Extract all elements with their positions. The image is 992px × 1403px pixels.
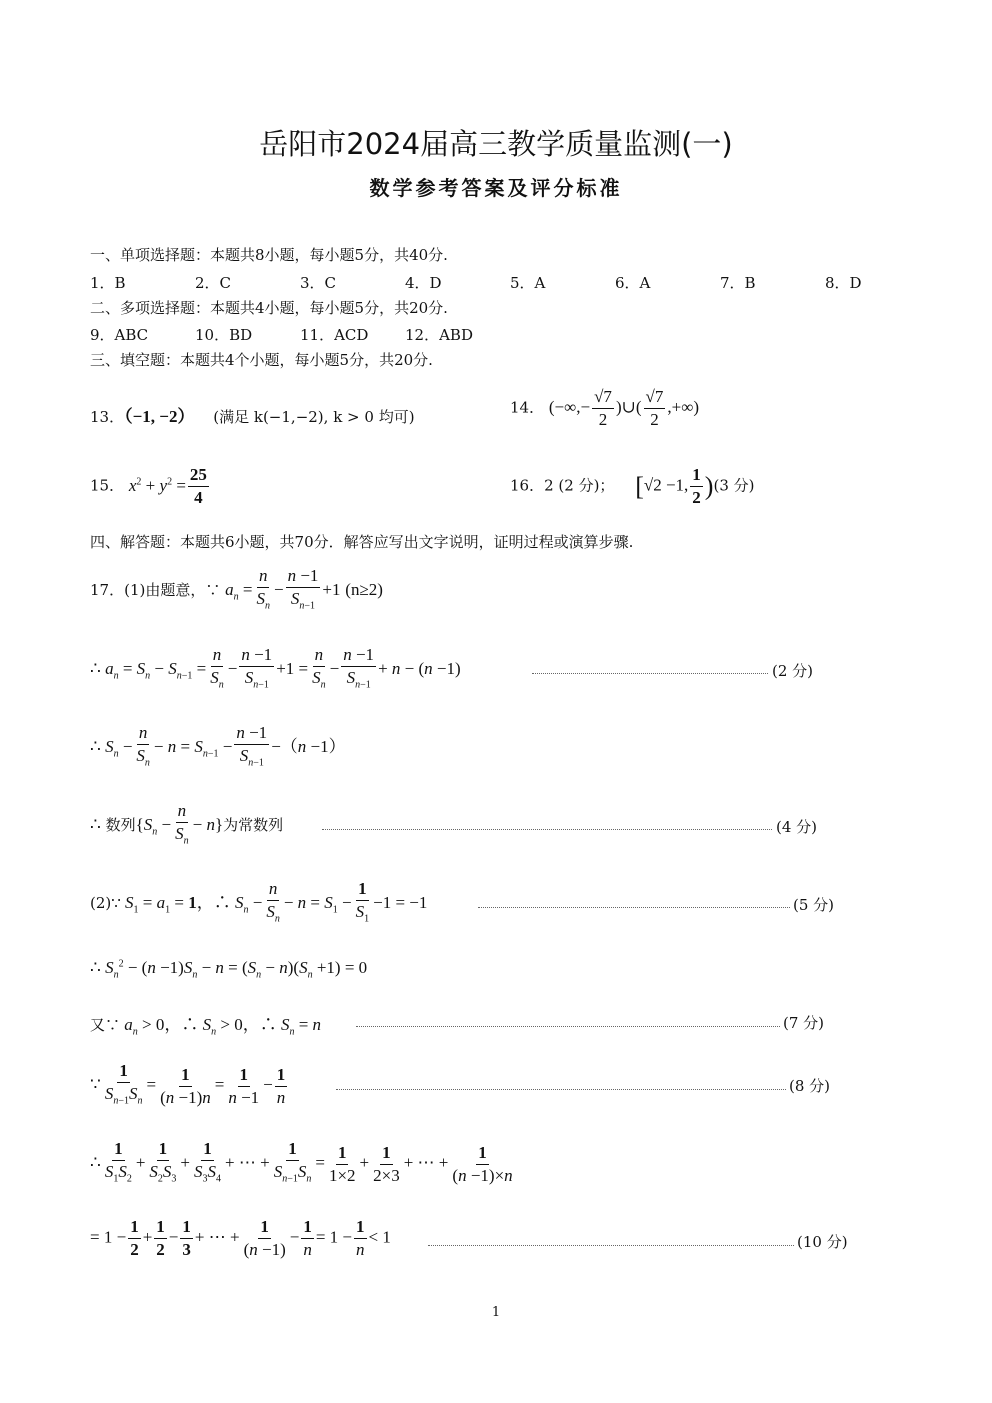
leader-dots: [478, 907, 790, 908]
score-7: (7 分): [783, 1014, 825, 1032]
answer-7: 7．B: [720, 274, 756, 292]
answer-2: 2．C: [195, 274, 232, 292]
score-2: (2 分): [772, 662, 814, 680]
step-8: ∴ $\frac{1}{S_1S_2}$ + $\frac{1}{S_2S_3}$ + $\frac{1}{S_3S_4}$ + ⋯ + $\frac{1}{S_{n-1}S_n}$ = $\frac{1}{1\times 2}$ + $\frac{1}{2\times 3}$ + ⋯ + $\frac{1}{(n -1)\times n}$: [90, 1139, 513, 1185]
answer-1: 1．B: [90, 274, 126, 292]
answer-5: 5．A: [510, 274, 546, 292]
answer-4: 4．D: [405, 274, 442, 292]
section4-heading: 四、解答题：本题共6小题，共70分．解答应写出文字说明，证明过程或演算步骤.: [90, 533, 634, 551]
answer-9: 9．ABC: [90, 326, 149, 344]
q17-intro: 17．(1)由题意，∵ $a_n$ = $\frac{n}{S_n}$ − $\frac{n -1}{S_{n-1}}$ +1 (n≥2): [90, 566, 383, 612]
step-9: = 1 − $\frac{1}{2}$ + $\frac{1}{2}$ − $\frac{1}{3}$ + ⋯ + $\frac{1}{(n -1)}$ − $\frac{1}{n}$ = 1 − $\frac{1}{n}$ < 1: [90, 1217, 391, 1259]
step-5: ∴ $S_n^2 - (n -1)S_n - n = (S_n - n)(S_n +1) = 0$: [90, 958, 368, 981]
page-number: 1: [491, 1305, 501, 1320]
page-title: 岳阳市2024届高三教学质量监测(一): [259, 127, 733, 161]
section1-heading: 一、单项选择题：本题共8小题，每小题5分，共40分.: [90, 246, 448, 264]
answer-11: 11．ACD: [300, 326, 369, 344]
score-4: (4 分): [776, 818, 818, 836]
step-1: ∴ $a_n = S_n - S_{n-1}$ = $\frac{n}{S_n}$ − $\frac{n -1}{S_{n-1}}$ +1 = $\frac{n}{S_n}$ − $\frac{n -1}{S_{n-1}}$ + n − (n −1): [90, 645, 461, 691]
answer-6: 6．A: [615, 274, 651, 292]
answer-10: 10．BD: [195, 326, 253, 344]
score-8: (8 分): [789, 1077, 831, 1095]
q14: 14． (−∞,− $\frac{√7}{2}$ )∪( $\frac{√7}{2}$ ,+∞): [510, 387, 699, 429]
leader-dots: [532, 673, 768, 674]
leader-dots: [428, 1245, 794, 1246]
answer-12: 12．ABD: [405, 326, 473, 344]
answer-3: 3．C: [300, 274, 337, 292]
page-subtitle: 数学参考答案及评分标准: [369, 176, 623, 200]
score-5: (5 分): [793, 896, 835, 914]
score-10: (10 分): [797, 1233, 848, 1251]
q13: 13．（−1, −2） (满足 k(−1,−2), k > 0 均可): [90, 407, 415, 426]
leader-dots: [356, 1026, 780, 1027]
q16: 16．2 (2 分)； [√2 −1, $\frac{1}{2}$ )(3 分): [510, 465, 755, 507]
q15: 15． $x^2 + y^2$ = $\frac{25}{4}$: [90, 465, 207, 507]
step-4: (2)∵ $S_1 = a_1 = 1$，∴ $S_n$ − $\frac{n}{S_n}$ − $n = S_1$ − $\frac{1}{S_1}$ −1 = −1: [90, 879, 428, 925]
leader-dots: [336, 1089, 786, 1090]
leader-dots: [322, 829, 772, 830]
step-2: ∴ $S_n$ − $\frac{n}{S_n}$ − $n = S_{n-1}$ − $\frac{n -1}{S_{n-1}}$ −（n −1）: [90, 723, 346, 769]
section3-heading: 三、填空题：本题共4个小题，每小题5分，共20分.: [90, 351, 433, 369]
answer-8: 8．D: [825, 274, 862, 292]
step-7: ∵ $\frac{1}{S_{n-1}S_n}$ = $\frac{1}{(n -1)n}$ = $\frac{1}{n -1}$ − $\frac{1}{n}$: [90, 1061, 286, 1107]
section2-heading: 二、多项选择题：本题共4小题，每小题5分，共20分.: [90, 299, 448, 317]
step-3: ∴ 数列{$S_n$ − $\frac{n}{S_n}$ − n}为常数列: [90, 801, 284, 847]
step-6: 又∵ $a_n > 0$，∴ $S_n > 0$，∴ $S_n = n$: [90, 1015, 322, 1038]
